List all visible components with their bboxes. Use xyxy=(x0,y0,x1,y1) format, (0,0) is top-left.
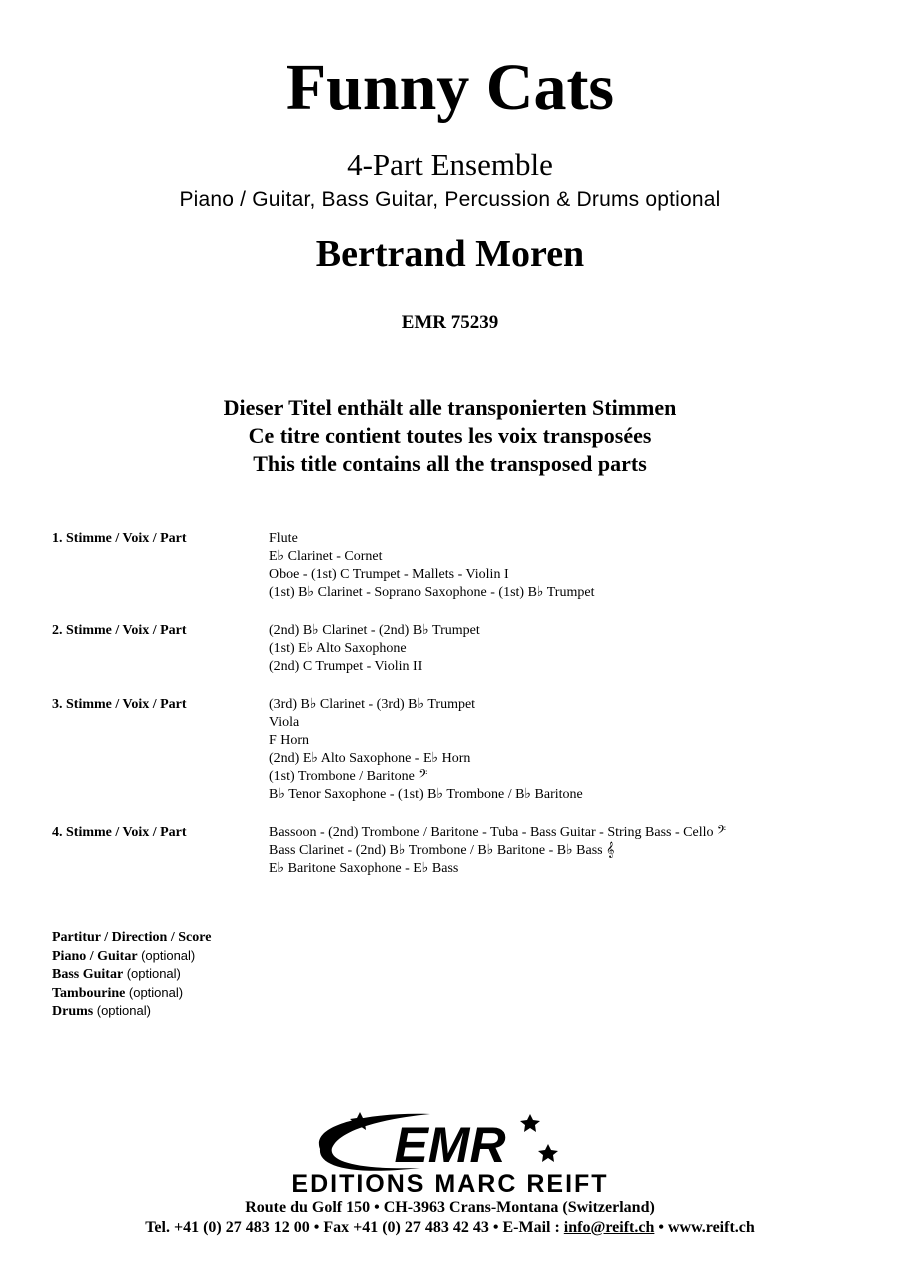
extra-part-name: Drums xyxy=(52,1004,94,1019)
part-instrument-line: Bassoon - (2nd) Trombone / Baritone - Tuba - Bass Guitar - String Bass - Cello 𝄢 xyxy=(269,825,726,840)
extra-part-name: Piano / Guitar xyxy=(52,948,138,964)
extra-part-note: (optional) xyxy=(128,984,184,1000)
part-label: 2. Stimme / Voix / Part xyxy=(52,623,187,638)
parts-list xyxy=(52,530,872,898)
publisher-contact xyxy=(0,1218,900,1238)
part-instrument-line: (3rd) B♭ Clarinet - (3rd) B♭ Trumpet xyxy=(269,697,476,712)
part-label: 4. Stimme / Voix / Part xyxy=(52,825,187,840)
part-label: 3. Stimme / Voix / Part xyxy=(52,697,187,712)
extra-part-score xyxy=(52,929,211,947)
part-group-4 xyxy=(52,824,872,878)
part-group-2 xyxy=(52,622,872,676)
part-instrument-line: (1st) B♭ Clarinet - Soprano Saxophone - (1st) B♭ Trumpet xyxy=(269,585,595,600)
part-label: 1. Stimme / Voix / Part xyxy=(52,531,187,546)
part-group-1 xyxy=(52,530,872,602)
part-instrument-line: (2nd) C Trumpet - Violin II xyxy=(269,659,423,674)
part-instrument-line: Viola xyxy=(269,715,300,730)
composer-name: Bertrand Moren xyxy=(315,233,585,275)
extra-part-drums xyxy=(52,1002,211,1021)
logo-star-icon xyxy=(520,1114,540,1132)
extra-part-name: Tambourine xyxy=(52,985,126,1001)
contact-website: • www.reift.ch xyxy=(654,1219,755,1236)
part-group-3 xyxy=(52,696,872,804)
catalog-number: EMR 75239 xyxy=(401,312,499,333)
part-instrument-line: Oboe - (1st) C Trumpet - Mallets - Violin I xyxy=(269,567,509,582)
part-instrument-line: (1st) Trombone / Baritone 𝄢 xyxy=(269,769,428,784)
part-instrument-line: Flute xyxy=(269,531,298,546)
transposed-parts-note xyxy=(0,394,900,478)
extra-part-name: Partitur / Direction / Score xyxy=(52,930,212,945)
extra-part-piano xyxy=(52,947,211,966)
part-instrument-line: F Horn xyxy=(269,733,310,748)
extra-part-note: (optional) xyxy=(96,1003,151,1018)
part-instrument-line: Bass Clarinet - (2nd) B♭ Trombone / B♭ Baritone - B♭ Bass 𝄞 xyxy=(269,843,615,858)
part-instrument-line: (1st) E♭ Alto Saxophone xyxy=(269,641,407,656)
ensemble-subtitle: 4-Part Ensemble xyxy=(347,147,553,182)
transposed-note-fr: Ce titre contient toutes les voix transposées xyxy=(248,423,652,448)
logo-publisher-name: EDITIONS MARC REIFT xyxy=(291,1170,609,1194)
part-instrument-line: E♭ Baritone Saxophone - E♭ Bass xyxy=(269,861,459,876)
transposed-note-de: Dieser Titel enthält alle transponierten Stimmen xyxy=(223,395,677,420)
extra-part-note: (optional) xyxy=(126,966,181,981)
extra-part-name: Bass Guitar xyxy=(52,967,124,982)
instrumentation-line: Piano / Guitar, Bass Guitar, Percussion & Drums optional xyxy=(179,188,721,211)
emr-logo xyxy=(200,1104,700,1194)
extra-part-tambourine xyxy=(52,984,211,1003)
part-instrument-line: (2nd) E♭ Alto Saxophone - E♭ Horn xyxy=(269,751,471,766)
publisher-address: Route du Golf 150 • CH-3963 Crans-Montana (Switzerland) xyxy=(245,1199,655,1216)
contact-phone-fax: Tel. +41 (0) 27 483 12 00 • Fax +41 (0) 27 483 42 43 • E-Mail : xyxy=(145,1219,564,1236)
email-link[interactable]: info@reift.ch xyxy=(563,1219,655,1236)
score-title: Funny Cats xyxy=(285,51,615,124)
part-instrument-line: E♭ Clarinet - Cornet xyxy=(269,549,383,564)
part-instrument-line: B♭ Tenor Saxophone - (1st) B♭ Trombone / B♭ Baritone xyxy=(269,787,583,802)
part-instrument-line: (2nd) B♭ Clarinet - (2nd) B♭ Trumpet xyxy=(269,623,480,638)
logo-star-icon xyxy=(538,1144,558,1162)
extra-parts-list xyxy=(52,929,211,1021)
extra-part-bass-guitar xyxy=(52,965,211,984)
transposed-note-en: This title contains all the transposed parts xyxy=(253,451,647,476)
extra-part-note: (optional) xyxy=(141,947,196,963)
logo-emr-text: EMR xyxy=(394,1117,506,1173)
